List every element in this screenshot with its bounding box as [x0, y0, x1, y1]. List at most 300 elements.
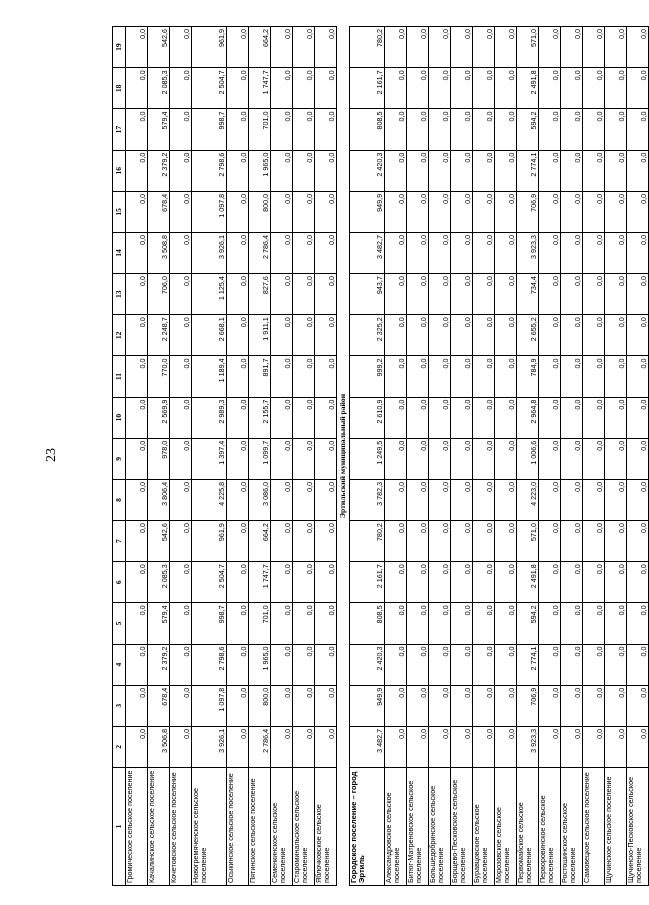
table-cell: 0,0: [627, 109, 649, 150]
table-cell: 943,7: [350, 274, 385, 315]
table-cell: 0,0: [126, 521, 148, 562]
table-cell: 0,0: [583, 315, 605, 356]
table-cell: 0,0: [473, 479, 495, 520]
table-cell: 0,0: [583, 438, 605, 479]
table-row: [407, 27, 429, 886]
table-cell: 1 097,8: [192, 685, 227, 726]
settlement-name: Первомайское сельское поселение: [517, 768, 539, 886]
table-cell: 0,0: [495, 315, 517, 356]
table-cell: 0,0: [385, 479, 407, 520]
table-cell: 808,5: [350, 109, 385, 150]
table-cell: 0,0: [473, 315, 495, 356]
table-cell: 0,0: [495, 562, 517, 603]
table-cell: 0,0: [271, 109, 293, 150]
table-cell: 0,0: [385, 150, 407, 191]
table-cell: 0,0: [473, 644, 495, 685]
table-cell: 0,0: [561, 68, 583, 109]
settlement-name: Щучинское сельское поселение: [605, 768, 627, 886]
table-cell: 0,0: [429, 150, 451, 191]
table-cell: 0,0: [583, 109, 605, 150]
table-cell: 1 747,7: [249, 68, 271, 109]
table-cell: 0,0: [495, 109, 517, 150]
table-cell: 706,0: [148, 274, 170, 315]
table-row: [429, 27, 451, 886]
table-cell: 0,0: [126, 397, 148, 438]
table-cell: 2 161,7: [350, 68, 385, 109]
table-cell: 3 926,1: [192, 726, 227, 767]
table-cell: 0,0: [451, 109, 473, 150]
column-header: 6: [113, 562, 126, 603]
table-cell: 0,0: [170, 191, 192, 232]
table-cell: 0,0: [126, 356, 148, 397]
table-cell: 0,0: [451, 438, 473, 479]
table-cell: 0,0: [539, 27, 561, 68]
table-cell: 0,0: [561, 27, 583, 68]
table-cell: 0,0: [605, 191, 627, 232]
settlement-name: Качалинское сельское поселение: [148, 768, 170, 886]
table-cell: 0,0: [583, 356, 605, 397]
table-cell: 0,0: [271, 562, 293, 603]
table-cell: 0,0: [293, 685, 315, 726]
table-cell: 0,0: [451, 521, 473, 562]
table-cell: 0,0: [429, 438, 451, 479]
settlement-name: Кочетовское сельское поселение: [170, 768, 192, 886]
table-row: [350, 27, 385, 886]
table-cell: 0,0: [473, 109, 495, 150]
table-cell: 0,0: [583, 68, 605, 109]
table-cell: 0,0: [539, 274, 561, 315]
table-cell: 2 964,8: [517, 397, 539, 438]
table-row: [517, 27, 539, 886]
table-cell: 1 097,8: [192, 191, 227, 232]
table-cell: 0,0: [385, 274, 407, 315]
table-cell: 0,0: [293, 438, 315, 479]
table-cell: 0,0: [385, 356, 407, 397]
settlement-name: Битюг-Матреновское сельское поселение: [407, 768, 429, 886]
table-cell: 0,0: [451, 685, 473, 726]
table-cell: 999,2: [350, 356, 385, 397]
table-cell: 0,0: [429, 27, 451, 68]
table-cell: 0,0: [451, 191, 473, 232]
table-cell: 0,0: [561, 562, 583, 603]
table-cell: 1 747,7: [249, 562, 271, 603]
table-cell: 0,0: [407, 315, 429, 356]
table-cell: 0,0: [407, 68, 429, 109]
table-cell: 0,0: [315, 232, 337, 273]
table-cell: 0,0: [126, 232, 148, 273]
table-cell: 594,2: [517, 109, 539, 150]
table-cell: 0,0: [429, 109, 451, 150]
table-cell: 0,0: [170, 274, 192, 315]
table-cell: 0,0: [315, 438, 337, 479]
table-cell: 0,0: [605, 27, 627, 68]
table-cell: 0,0: [271, 397, 293, 438]
table-cell: 0,0: [429, 315, 451, 356]
table-cell: 0,0: [315, 191, 337, 232]
table-cell: 998,7: [192, 603, 227, 644]
table-cell: 0,0: [627, 68, 649, 109]
column-header: 13: [113, 274, 126, 315]
table-cell: 3 926,1: [192, 232, 227, 273]
table-cell: 0,0: [385, 685, 407, 726]
table-cell: 0,0: [627, 726, 649, 767]
table-cell: 0,0: [605, 562, 627, 603]
table-row: [605, 27, 627, 886]
table-cell: 0,0: [227, 685, 249, 726]
table-cell: 0,0: [495, 438, 517, 479]
table-cell: 0,0: [627, 27, 649, 68]
table-cell: 542,6: [148, 27, 170, 68]
table-cell: 0,0: [605, 274, 627, 315]
table-cell: 0,0: [473, 562, 495, 603]
table-cell: 3 482,7: [350, 726, 385, 767]
table-body: [126, 27, 649, 886]
table-cell: 0,0: [627, 521, 649, 562]
table-cell: 0,0: [407, 521, 429, 562]
table-cell: 2 569,9: [148, 397, 170, 438]
table-cell: 0,0: [605, 644, 627, 685]
table-cell: 0,0: [627, 562, 649, 603]
table-cell: 0,0: [605, 685, 627, 726]
table-cell: 0,0: [227, 356, 249, 397]
table-cell: 0,0: [429, 356, 451, 397]
table-cell: 0,0: [451, 726, 473, 767]
column-header: 12: [113, 315, 126, 356]
table-cell: 579,4: [148, 603, 170, 644]
table-cell: 701,0: [249, 109, 271, 150]
table-cell: 0,0: [495, 356, 517, 397]
table-cell: 0,0: [407, 644, 429, 685]
table-cell: 0,0: [495, 27, 517, 68]
table-cell: 0,0: [227, 438, 249, 479]
table-cell: 0,0: [473, 685, 495, 726]
table-cell: 0,0: [429, 68, 451, 109]
table-cell: 0,0: [385, 726, 407, 767]
table-cell: 3 806,4: [148, 479, 170, 520]
table-cell: 0,0: [293, 191, 315, 232]
table-cell: 2 798,6: [192, 150, 227, 191]
table-cell: 978,0: [148, 438, 170, 479]
table-cell: 0,0: [473, 150, 495, 191]
table-cell: 0,0: [605, 315, 627, 356]
table-cell: 0,0: [293, 356, 315, 397]
table-cell: 0,0: [407, 479, 429, 520]
table-cell: 0,0: [473, 68, 495, 109]
rotated-table-wrapper: [112, 26, 649, 886]
table-cell: 0,0: [126, 150, 148, 191]
table-cell: 0,0: [451, 603, 473, 644]
table-cell: 0,0: [539, 232, 561, 273]
table-cell: 0,0: [170, 603, 192, 644]
table-cell: 0,0: [429, 726, 451, 767]
table-cell: 0,0: [605, 109, 627, 150]
table-cell: 4 225,8: [192, 479, 227, 520]
settlement-name: Громическое сельское поселение: [126, 768, 148, 886]
table-cell: 0,0: [495, 644, 517, 685]
table-cell: 0,0: [271, 356, 293, 397]
table-cell: 0,0: [315, 521, 337, 562]
table-cell: 2 491,8: [517, 562, 539, 603]
table-cell: 949,9: [350, 191, 385, 232]
table-cell: 571,0: [517, 521, 539, 562]
table-cell: 0,0: [315, 479, 337, 520]
table-cell: 0,0: [315, 644, 337, 685]
table-cell: 0,0: [495, 150, 517, 191]
table-cell: 0,0: [429, 191, 451, 232]
table-cell: 701,0: [249, 603, 271, 644]
table-cell: 0,0: [227, 479, 249, 520]
table-cell: 0,0: [385, 109, 407, 150]
table-cell: 0,0: [495, 274, 517, 315]
table-row: [293, 27, 315, 886]
table-cell: 0,0: [583, 644, 605, 685]
table-cell: 0,0: [227, 109, 249, 150]
table-cell: 2 085,3: [148, 562, 170, 603]
table-cell: 0,0: [385, 191, 407, 232]
column-header: 7: [113, 521, 126, 562]
table-row: [170, 27, 192, 886]
table-cell: 0,0: [627, 397, 649, 438]
table-cell: 0,0: [293, 644, 315, 685]
table-cell: 2 786,4: [249, 726, 271, 767]
table-row: [271, 27, 293, 886]
table-cell: 800,0: [249, 191, 271, 232]
table-cell: 0,0: [583, 274, 605, 315]
table-cell: 0,0: [385, 521, 407, 562]
table-cell: 3 923,3: [517, 726, 539, 767]
table-row: [495, 27, 517, 886]
table-cell: 0,0: [583, 603, 605, 644]
column-header: 15: [113, 191, 126, 232]
table-cell: 2 379,2: [148, 150, 170, 191]
table-cell: 0,0: [170, 315, 192, 356]
table-cell: 0,0: [315, 315, 337, 356]
table-cell: 0,0: [407, 397, 429, 438]
table-cell: 0,0: [539, 521, 561, 562]
table-cell: 0,0: [561, 521, 583, 562]
column-header: 14: [113, 232, 126, 273]
table-cell: 3 482,7: [350, 232, 385, 273]
settlement-name: Городское поселение – город Эртиль: [350, 768, 385, 886]
table-cell: 961,9: [192, 521, 227, 562]
table-cell: 2 774,1: [517, 150, 539, 191]
table-cell: 0,0: [293, 109, 315, 150]
table-cell: 571,0: [517, 27, 539, 68]
table-cell: 0,0: [539, 438, 561, 479]
table-header-row: [113, 27, 126, 886]
column-header: 1: [113, 768, 126, 886]
table-cell: 808,5: [350, 603, 385, 644]
table-cell: 0,0: [126, 685, 148, 726]
table-cell: 0,0: [539, 685, 561, 726]
table-cell: 1 189,4: [192, 356, 227, 397]
table-cell: 0,0: [407, 27, 429, 68]
table-cell: 0,0: [583, 191, 605, 232]
table-cell: 2 798,6: [192, 644, 227, 685]
table-cell: 0,0: [539, 109, 561, 150]
table-cell: 0,0: [126, 68, 148, 109]
table-row: [627, 27, 649, 886]
table-cell: 0,0: [271, 68, 293, 109]
table-cell: 0,0: [385, 397, 407, 438]
table-row: [249, 27, 271, 886]
table-cell: 0,0: [227, 644, 249, 685]
table-cell: 1 911,1: [249, 315, 271, 356]
table-cell: 0,0: [429, 521, 451, 562]
table-cell: 0,0: [539, 356, 561, 397]
table-cell: 0,0: [429, 562, 451, 603]
table-cell: 0,0: [473, 521, 495, 562]
table-cell: 827,6: [249, 274, 271, 315]
table-cell: 0,0: [407, 603, 429, 644]
column-header: 10: [113, 397, 126, 438]
table-cell: 0,0: [605, 726, 627, 767]
table-cell: 0,0: [271, 274, 293, 315]
table-cell: 0,0: [561, 685, 583, 726]
table-cell: 0,0: [271, 644, 293, 685]
table-cell: 0,0: [429, 397, 451, 438]
table-cell: 2 379,2: [148, 644, 170, 685]
settlement-name: Яблочковское сельское поселение: [315, 768, 337, 886]
table-cell: 0,0: [429, 274, 451, 315]
settlement-name: Пятинское сельское поселение: [249, 768, 271, 886]
table-cell: 0,0: [407, 356, 429, 397]
table-cell: 0,0: [271, 603, 293, 644]
page-number-text: 23: [44, 448, 59, 462]
table-cell: 0,0: [539, 315, 561, 356]
table-cell: 0,0: [227, 191, 249, 232]
table-cell: 2 155,7: [249, 397, 271, 438]
table-cell: 0,0: [605, 232, 627, 273]
table-cell: 0,0: [539, 479, 561, 520]
table-cell: 0,0: [227, 150, 249, 191]
section-title-row: [337, 27, 350, 886]
table-row: [148, 27, 170, 886]
table-cell: 0,0: [227, 68, 249, 109]
table-row: [473, 27, 495, 886]
table-cell: 0,0: [315, 150, 337, 191]
table-cell: 0,0: [170, 562, 192, 603]
table-cell: 0,0: [293, 397, 315, 438]
section-title: Эртильский муниципальный район: [337, 27, 350, 886]
table-cell: 2 504,7: [192, 562, 227, 603]
table-cell: 0,0: [407, 726, 429, 767]
column-header: 8: [113, 479, 126, 520]
table-cell: 0,0: [315, 726, 337, 767]
table-cell: 0,0: [495, 479, 517, 520]
table-cell: 0,0: [170, 397, 192, 438]
column-header: 16: [113, 150, 126, 191]
table-cell: 0,0: [495, 603, 517, 644]
table-row: [192, 27, 227, 886]
table-cell: 0,0: [473, 356, 495, 397]
table-cell: 2 420,3: [350, 644, 385, 685]
table-cell: 0,0: [126, 27, 148, 68]
table-cell: 2 248,7: [148, 315, 170, 356]
table-cell: 0,0: [126, 644, 148, 685]
table-cell: 2 325,2: [350, 315, 385, 356]
table-cell: 0,0: [605, 603, 627, 644]
table-cell: 0,0: [385, 27, 407, 68]
table-cell: 0,0: [170, 109, 192, 150]
column-header: 3: [113, 685, 126, 726]
table-cell: 0,0: [561, 191, 583, 232]
table-cell: 0,0: [583, 521, 605, 562]
table-cell: 0,0: [170, 232, 192, 273]
settlement-name: Староминальское сельское поселение: [293, 768, 315, 886]
settlement-name: Ростошинское сельское поселение: [561, 768, 583, 886]
table-cell: 0,0: [227, 603, 249, 644]
table-cell: 2 504,7: [192, 68, 227, 109]
table-cell: 0,0: [271, 685, 293, 726]
table-cell: 0,0: [315, 274, 337, 315]
table-cell: 0,0: [315, 356, 337, 397]
table-cell: 0,0: [293, 315, 315, 356]
table-row: [561, 27, 583, 886]
table-row: [227, 27, 249, 886]
table-cell: 2 161,7: [350, 562, 385, 603]
settlement-name: Щучинско-Песковское сельское поселение: [627, 768, 649, 886]
table-cell: 0,0: [315, 685, 337, 726]
table-cell: 0,0: [539, 603, 561, 644]
column-header: 9: [113, 438, 126, 479]
table-cell: 0,0: [126, 479, 148, 520]
table-cell: 0,0: [583, 685, 605, 726]
column-header: 5: [113, 603, 126, 644]
table-cell: 0,0: [539, 397, 561, 438]
table-cell: 0,0: [271, 726, 293, 767]
table-cell: 0,0: [539, 191, 561, 232]
table-cell: 0,0: [407, 109, 429, 150]
settlement-name: Самовецкое сельское поселение: [583, 768, 605, 886]
table-cell: 800,0: [249, 685, 271, 726]
table-cell: 0,0: [385, 603, 407, 644]
table-cell: 0,0: [451, 397, 473, 438]
table-cell: 0,0: [429, 603, 451, 644]
table-cell: 0,0: [451, 356, 473, 397]
table-cell: 0,0: [315, 109, 337, 150]
table-cell: 0,0: [407, 274, 429, 315]
table-cell: 0,0: [451, 644, 473, 685]
table-cell: 0,0: [561, 232, 583, 273]
table-cell: 1 965,0: [249, 150, 271, 191]
table-cell: 0,0: [315, 603, 337, 644]
table-cell: 0,0: [271, 27, 293, 68]
table-cell: 0,0: [385, 562, 407, 603]
table-cell: 0,0: [627, 150, 649, 191]
table-cell: 0,0: [315, 562, 337, 603]
column-header: 11: [113, 356, 126, 397]
settlement-name: Большедобринское сельское поселение: [429, 768, 451, 886]
table-row: [451, 27, 473, 886]
table-cell: 0,0: [627, 685, 649, 726]
table-row: [385, 27, 407, 886]
table-cell: 961,9: [192, 27, 227, 68]
column-header: 4: [113, 644, 126, 685]
table-cell: 0,0: [627, 191, 649, 232]
table-cell: 0,0: [227, 274, 249, 315]
table-cell: 998,7: [192, 109, 227, 150]
table-cell: 0,0: [583, 150, 605, 191]
table-cell: 0,0: [271, 232, 293, 273]
table-cell: 0,0: [561, 150, 583, 191]
table-cell: 0,0: [561, 397, 583, 438]
table-cell: 0,0: [429, 232, 451, 273]
table-cell: 0,0: [293, 726, 315, 767]
table-cell: 3 508,8: [148, 232, 170, 273]
settlement-name: Семенкинское сельское поселение: [271, 768, 293, 886]
table-cell: 780,2: [350, 521, 385, 562]
